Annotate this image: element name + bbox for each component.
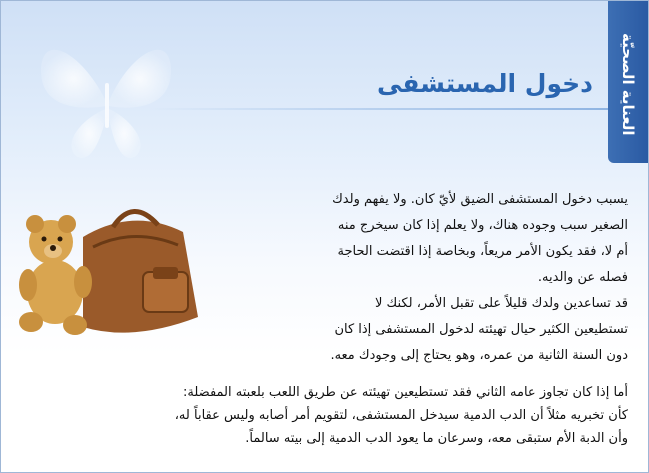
page-title: دخول المستشفى [376, 69, 593, 98]
paragraph-line: الصغير سبب وجوده هناك، ولا يعلم إذا كان سيخرج منه [337, 218, 628, 233]
paragraph-line: أم لا، فقد يكون الأمر مريعاً، وبخاصة إذا اقتضت الحاجة [337, 244, 628, 259]
paragraph-line: قد تساعدين ولدك قليلاً على تقبل الأمر، لكنك لا [375, 296, 628, 311]
paragraph-line: كأن تخبريه مثلاً أن الدب الدمية سيدخل المستشفى، لتقويم أمر أصابه وليس عقاباً له، [174, 408, 628, 423]
paragraph-line: أما إذا كان تجاوز عامه الثاني فقد تستطيعين تهيئته عن طريق اللعب بلعبته المفضلة: [183, 385, 628, 400]
intro-paragraph [208, 187, 628, 369]
illustration [13, 197, 213, 347]
butterfly-icon [21, 11, 191, 181]
paragraph-line: فصله عن والديه. [537, 270, 628, 285]
teddy-bear-icon [19, 215, 92, 335]
paragraph-line: يسبب دخول المستشفى الضيق لأيّ كان. ولا يفهم ولدك [332, 192, 628, 207]
travel-bag-icon [83, 211, 198, 332]
paragraph-line: وأن الدبة الأم ستبقى معه، وسرعان ما يعود الدب الدمية إلى بيته سالماً. [245, 431, 628, 446]
paragraph-line: تستطيعين الكثير حيال تهيئته لدخول المستشفى إذا كان [334, 322, 628, 337]
paragraph-line: دون السنة الثانية من عمره، وهو يحتاج إلى وجودك معه. [330, 348, 628, 363]
section-tab-label: العناية الصحيّة [619, 32, 637, 136]
second-paragraph [18, 381, 628, 450]
section-tab[interactable] [608, 1, 648, 163]
title-underline [148, 108, 608, 110]
